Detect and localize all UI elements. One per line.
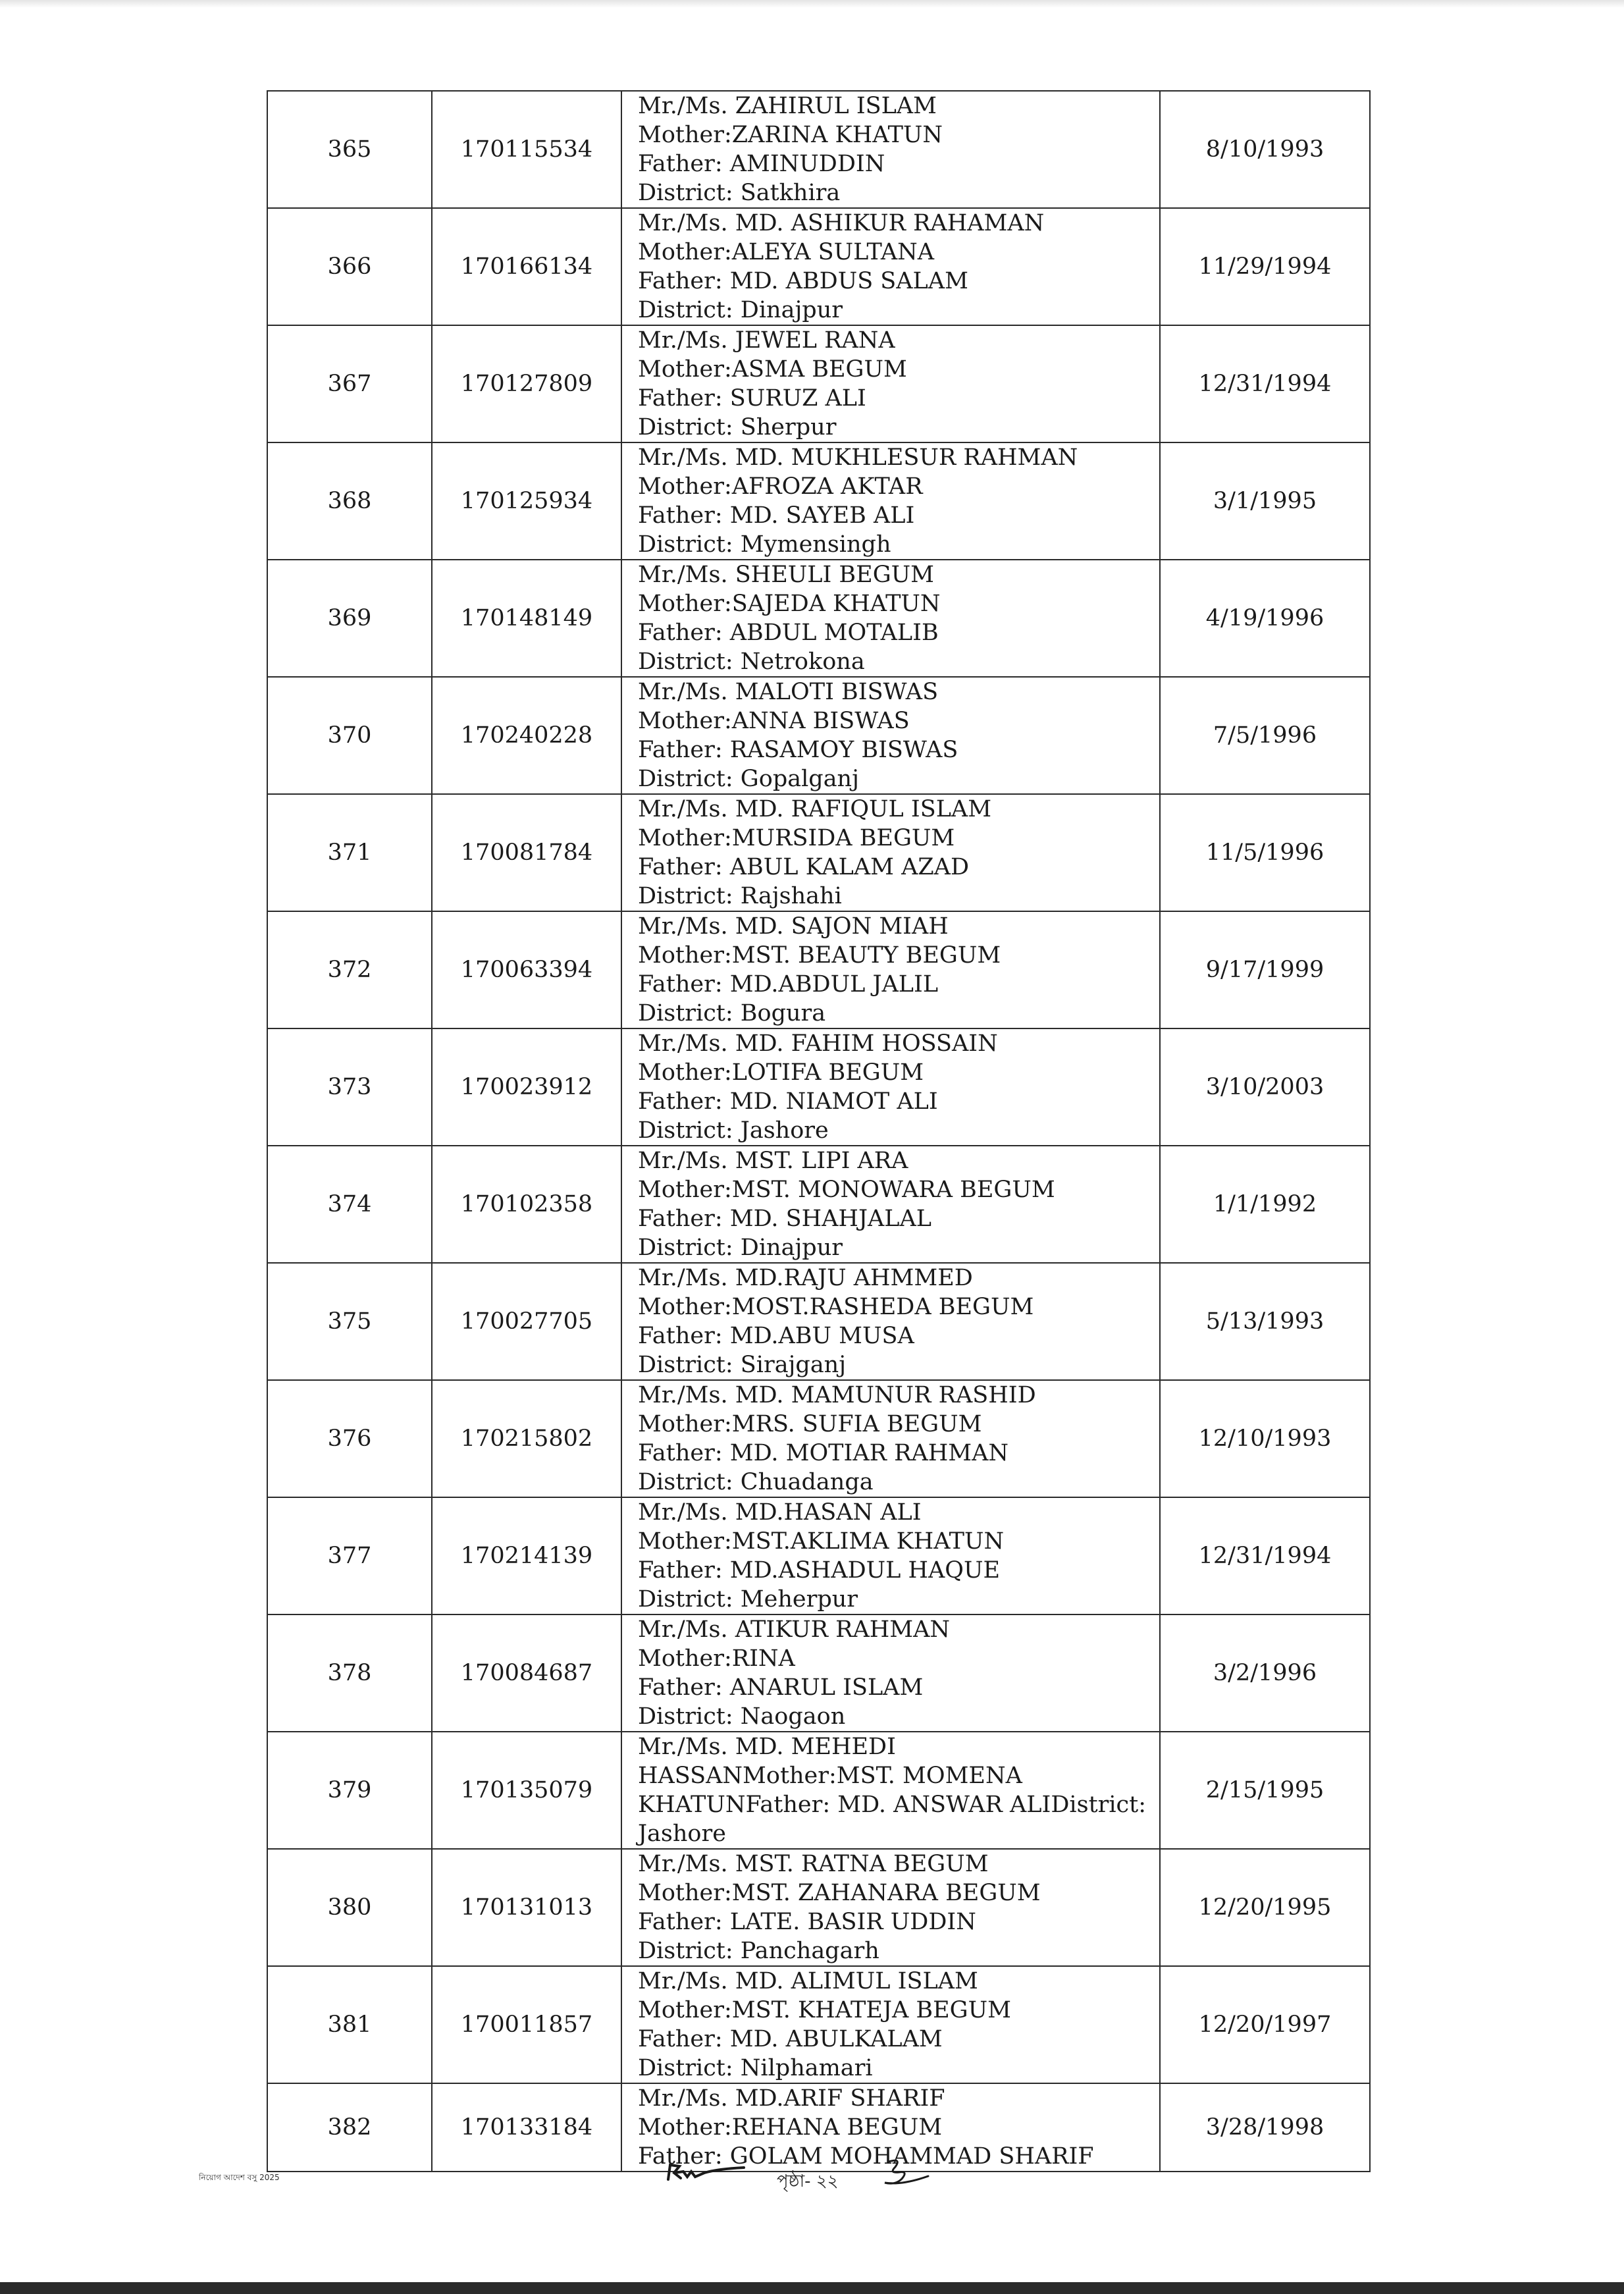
roll-cell: 170133184 bbox=[432, 2083, 621, 2172]
serial-cell: 378 bbox=[267, 1614, 432, 1732]
candidate-name: Mr./Ms. MD. FAHIM HOSSAIN bbox=[638, 1030, 998, 1057]
roll-cell: 170131013 bbox=[432, 1849, 621, 1966]
table-row bbox=[267, 1497, 1370, 1614]
candidate-mother: Mother:MST. MONOWARA BEGUM bbox=[638, 1177, 1055, 1203]
candidate-mother: Mother:MST.AKLIMA KHATUN bbox=[638, 1528, 1005, 1555]
candidate-combined-info: Mr./Ms. MD. MEHEDI HASSANMother:MST. MOMENA KHATUNFather: MD. ANSWAR ALIDistrict: Jashore bbox=[638, 1734, 1147, 1847]
candidate-name: Mr./Ms. SHEULI BEGUM bbox=[638, 562, 934, 588]
candidate-father: Father: MD.ABU MUSA bbox=[638, 1323, 914, 1349]
candidate-district: District: Mymensingh bbox=[638, 531, 891, 558]
candidate-mother: Mother:ANNA BISWAS bbox=[638, 708, 910, 734]
serial-cell: 374 bbox=[267, 1146, 432, 1263]
candidate-mother: Mother:MST. BEAUTY BEGUM bbox=[638, 942, 1001, 969]
candidate-info-cell bbox=[621, 325, 1160, 442]
table-row bbox=[267, 1966, 1370, 2083]
table-row bbox=[267, 1146, 1370, 1263]
table-row bbox=[267, 911, 1370, 1028]
dob-cell: 7/5/1996 bbox=[1160, 677, 1370, 794]
candidate-district: District: Nilphamari bbox=[638, 2055, 873, 2081]
candidate-mother: Mother:MRS. SUFIA BEGUM bbox=[638, 1411, 982, 1437]
table-row bbox=[267, 1380, 1370, 1497]
dob-cell: 3/10/2003 bbox=[1160, 1028, 1370, 1146]
candidate-name: Mr./Ms. ATIKUR RAHMAN bbox=[638, 1616, 950, 1643]
serial-cell: 377 bbox=[267, 1497, 432, 1614]
candidate-mother: Mother:SAJEDA KHATUN bbox=[638, 591, 941, 617]
candidate-mother: Mother:LOTIFA BEGUM bbox=[638, 1059, 924, 1086]
candidate-father: Father: MD. ABULKALAM bbox=[638, 2026, 943, 2052]
initials-signature bbox=[665, 2160, 750, 2186]
candidate-mother: Mother:ALEYA SULTANA bbox=[638, 239, 935, 265]
candidate-info-cell bbox=[621, 1263, 1160, 1380]
candidate-father: Father: ABDUL MOTALIB bbox=[638, 620, 939, 646]
candidate-name: Mr./Ms. MD.ARIF SHARIF bbox=[638, 2085, 945, 2112]
roll-cell: 170240228 bbox=[432, 677, 621, 794]
dob-cell: 12/31/1994 bbox=[1160, 1497, 1370, 1614]
candidate-info-cell bbox=[621, 794, 1160, 911]
candidate-father: Father: RASAMOY BISWAS bbox=[638, 737, 958, 763]
dob-cell: 11/5/1996 bbox=[1160, 794, 1370, 911]
roll-cell: 170135079 bbox=[432, 1732, 621, 1849]
candidate-info-cell bbox=[621, 208, 1160, 325]
roll-cell: 170081784 bbox=[432, 794, 621, 911]
candidate-father: Father: MD. MOTIAR RAHMAN bbox=[638, 1440, 1008, 1466]
serial-cell: 369 bbox=[267, 560, 432, 677]
candidate-father: Father: MD. SAYEB ALI bbox=[638, 502, 915, 529]
table-row bbox=[267, 794, 1370, 911]
candidate-district: District: Jashore bbox=[638, 1117, 829, 1144]
candidate-name: Mr./Ms. JEWEL RANA bbox=[638, 327, 895, 354]
table-row bbox=[267, 91, 1370, 208]
candidate-name: Mr./Ms. MD. RAFIQUL ISLAM bbox=[638, 796, 992, 822]
candidate-info-cell bbox=[621, 911, 1160, 1028]
candidate-rows bbox=[267, 91, 1370, 2172]
candidate-father: Father: ABUL KALAM AZAD bbox=[638, 854, 970, 880]
candidate-district: District: Sherpur bbox=[638, 414, 837, 440]
candidate-info-cell bbox=[621, 1614, 1160, 1732]
dob-cell: 4/19/1996 bbox=[1160, 560, 1370, 677]
dob-cell: 12/10/1993 bbox=[1160, 1380, 1370, 1497]
candidate-name: Mr./Ms. MALOTI BISWAS bbox=[638, 679, 939, 705]
candidate-info-cell bbox=[621, 91, 1160, 208]
table-row bbox=[267, 1028, 1370, 1146]
dob-cell: 3/2/1996 bbox=[1160, 1614, 1370, 1732]
roll-cell: 170084687 bbox=[432, 1614, 621, 1732]
dob-cell: 9/17/1999 bbox=[1160, 911, 1370, 1028]
candidate-district: District: Satkhira bbox=[638, 180, 841, 206]
candidate-father: Father: GOLAM MOHAMMAD SHARIF bbox=[638, 2143, 1094, 2170]
dob-cell: 3/1/1995 bbox=[1160, 442, 1370, 560]
candidate-district: District: Dinajpur bbox=[638, 1235, 843, 1261]
candidate-info-cell bbox=[621, 1028, 1160, 1146]
roll-cell: 170115534 bbox=[432, 91, 621, 208]
candidate-district: District: Chuadanga bbox=[638, 1469, 874, 1495]
table-row bbox=[267, 560, 1370, 677]
candidate-district: District: Dinajpur bbox=[638, 297, 843, 323]
dob-cell: 11/29/1994 bbox=[1160, 208, 1370, 325]
candidate-info-cell bbox=[621, 677, 1160, 794]
candidate-name: Mr./Ms. MD.HASAN ALI bbox=[638, 1499, 922, 1526]
serial-cell: 372 bbox=[267, 911, 432, 1028]
table-row bbox=[267, 208, 1370, 325]
candidate-name: Mr./Ms. MST. RATNA BEGUM bbox=[638, 1851, 989, 1877]
serial-cell: 376 bbox=[267, 1380, 432, 1497]
serial-cell: 381 bbox=[267, 1966, 432, 2083]
roll-cell: 170214139 bbox=[432, 1497, 621, 1614]
dob-cell: 8/10/1993 bbox=[1160, 91, 1370, 208]
table-row bbox=[267, 677, 1370, 794]
table-row bbox=[267, 1614, 1370, 1732]
serial-cell: 380 bbox=[267, 1849, 432, 1966]
scan-top-shade bbox=[0, 0, 1624, 8]
serial-cell: 375 bbox=[267, 1263, 432, 1380]
candidate-district: District: Sirajganj bbox=[638, 1352, 847, 1378]
candidate-father: Father: MD. SHAHJALAL bbox=[638, 1206, 932, 1232]
roll-cell: 170125934 bbox=[432, 442, 621, 560]
candidate-info-cell bbox=[621, 1849, 1160, 1966]
candidate-info-cell bbox=[621, 1966, 1160, 2083]
candidate-mother: Mother:MST. ZAHANARA BEGUM bbox=[638, 1880, 1041, 1906]
candidate-father: Father: LATE. BASIR UDDIN bbox=[638, 1909, 976, 1935]
candidate-name: Mr./Ms. MST. LIPI ARA bbox=[638, 1148, 908, 1174]
candidate-info-cell bbox=[621, 1146, 1160, 1263]
dob-cell: 2/15/1995 bbox=[1160, 1732, 1370, 1849]
candidate-district: District: Panchagarh bbox=[638, 1938, 879, 1964]
candidate-father: Father: SURUZ ALI bbox=[638, 385, 866, 412]
candidate-father: Father: MD.ABDUL JALIL bbox=[638, 971, 939, 998]
roll-cell: 170027705 bbox=[432, 1263, 621, 1380]
serial-cell: 373 bbox=[267, 1028, 432, 1146]
roll-cell: 170127809 bbox=[432, 325, 621, 442]
dob-cell: 5/13/1993 bbox=[1160, 1263, 1370, 1380]
roll-cell: 170148149 bbox=[432, 560, 621, 677]
serial-cell: 365 bbox=[267, 91, 432, 208]
candidate-district: District: Rajshahi bbox=[638, 883, 842, 909]
table-row bbox=[267, 1732, 1370, 1849]
candidate-mother: Mother:REHANA BEGUM bbox=[638, 2114, 943, 2141]
candidate-mother: Mother:ZARINA KHATUN bbox=[638, 122, 943, 148]
candidate-district: District: Meherpur bbox=[638, 1586, 858, 1613]
candidate-father: Father: MD. ABDUS SALAM bbox=[638, 268, 968, 294]
candidate-district: District: Bogura bbox=[638, 1000, 826, 1027]
roll-cell: 170011857 bbox=[432, 1966, 621, 2083]
candidate-mother: Mother:ASMA BEGUM bbox=[638, 356, 907, 383]
roll-cell: 170166134 bbox=[432, 208, 621, 325]
roll-cell: 170023912 bbox=[432, 1028, 621, 1146]
dob-cell: 12/20/1997 bbox=[1160, 1966, 1370, 2083]
candidate-mother: Mother:MST. KHATEJA BEGUM bbox=[638, 1997, 1011, 2023]
serial-cell: 366 bbox=[267, 208, 432, 325]
candidate-mother: Mother:MOST.RASHEDA BEGUM bbox=[638, 1294, 1034, 1320]
candidate-info-cell bbox=[621, 442, 1160, 560]
roll-cell: 170215802 bbox=[432, 1380, 621, 1497]
table-row bbox=[267, 1849, 1370, 1966]
candidate-name: Mr./Ms. MD.RAJU AHMMED bbox=[638, 1265, 973, 1291]
candidate-mother: Mother:MURSIDA BEGUM bbox=[638, 825, 955, 851]
page-number: পৃষ্ঠা- ২২ bbox=[777, 2172, 839, 2191]
candidate-district: District: Gopalganj bbox=[638, 766, 859, 792]
serial-cell: 371 bbox=[267, 794, 432, 911]
serial-cell: 370 bbox=[267, 677, 432, 794]
roll-cell: 170063394 bbox=[432, 911, 621, 1028]
serial-cell: 382 bbox=[267, 2083, 432, 2172]
table-row bbox=[267, 442, 1370, 560]
candidate-father: Father: MD. NIAMOT ALI bbox=[638, 1088, 938, 1115]
signature bbox=[876, 2156, 935, 2196]
table-row bbox=[267, 2083, 1370, 2172]
dob-cell: 3/28/1998 bbox=[1160, 2083, 1370, 2172]
scan-bottom-edge bbox=[0, 2282, 1624, 2294]
candidate-father: Father: ANARUL ISLAM bbox=[638, 1674, 924, 1701]
footer-note: নিয়োগ আদেশ বসু 2025 bbox=[199, 2173, 280, 2182]
candidate-mother: Mother:RINA bbox=[638, 1645, 795, 1672]
candidate-name: Mr./Ms. MD. ASHIKUR RAHAMAN bbox=[638, 210, 1045, 236]
candidate-table bbox=[267, 90, 1371, 2172]
candidate-name: Mr./Ms. MD. MAMUNUR RASHID bbox=[638, 1382, 1036, 1408]
candidate-name: Mr./Ms. MD. MUKHLESUR RAHMAN bbox=[638, 444, 1078, 471]
table-row bbox=[267, 1263, 1370, 1380]
candidate-name: Mr./Ms. MD. ALIMUL ISLAM bbox=[638, 1968, 978, 1994]
candidate-district: District: Netrokona bbox=[638, 649, 865, 675]
candidate-mother: Mother:AFROZA AKTAR bbox=[638, 473, 923, 500]
candidate-father: Father: AMINUDDIN bbox=[638, 151, 885, 177]
serial-cell: 368 bbox=[267, 442, 432, 560]
candidate-info-cell bbox=[621, 1732, 1160, 1849]
serial-cell: 379 bbox=[267, 1732, 432, 1849]
candidate-info-cell bbox=[621, 1497, 1160, 1614]
dob-cell: 1/1/1992 bbox=[1160, 1146, 1370, 1263]
candidate-info-cell bbox=[621, 1380, 1160, 1497]
serial-cell: 367 bbox=[267, 325, 432, 442]
candidate-father: Father: MD.ASHADUL HAQUE bbox=[638, 1557, 1001, 1584]
candidate-info-cell bbox=[621, 560, 1160, 677]
candidate-name: Mr./Ms. MD. SAJON MIAH bbox=[638, 913, 949, 940]
candidate-district: District: Naogaon bbox=[638, 1703, 846, 1730]
dob-cell: 12/20/1995 bbox=[1160, 1849, 1370, 1966]
candidate-name: Mr./Ms. ZAHIRUL ISLAM bbox=[638, 93, 937, 119]
roll-cell: 170102358 bbox=[432, 1146, 621, 1263]
table-row bbox=[267, 325, 1370, 442]
dob-cell: 12/31/1994 bbox=[1160, 325, 1370, 442]
